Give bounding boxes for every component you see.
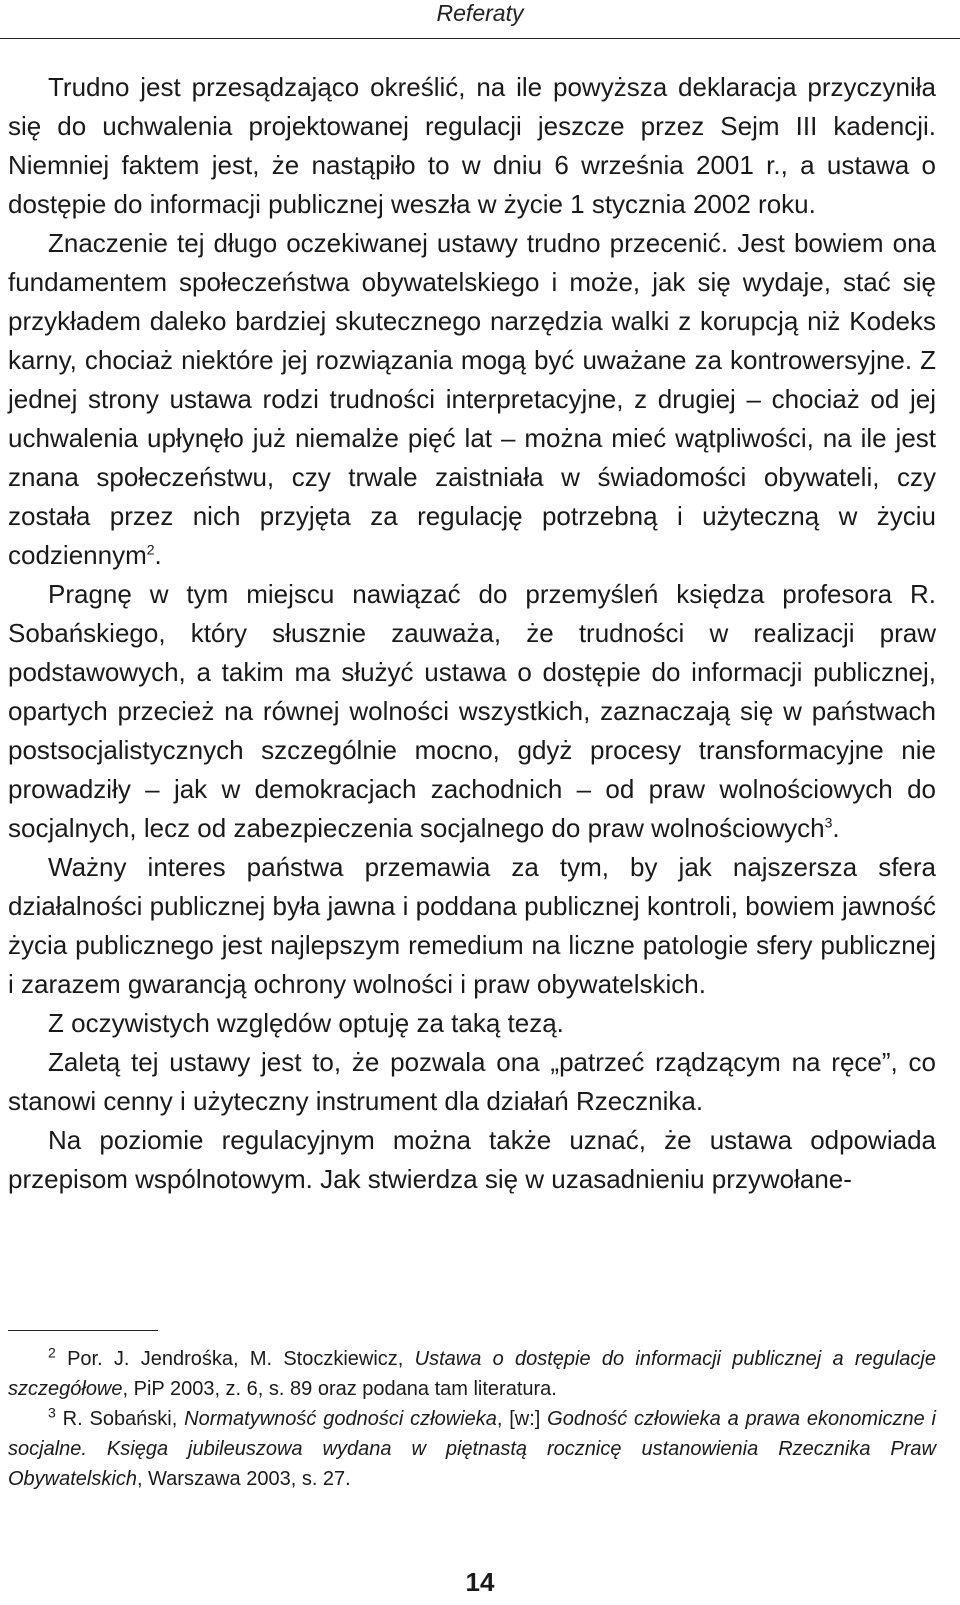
footnote-title: Ustawa o dostępie do informacji publicznej a regulacje szczegółowe: [8, 1348, 936, 1400]
footnote-divider: [8, 1330, 158, 1331]
footnote-title: Godność człowieka a prawa ekonomiczne i socjalne. Księga jubileuszowa wydana w piętnastą rocznicę ustanowienia Rzecznika Praw Obywatelskich: [8, 1408, 936, 1490]
footnote-ref-2[interactable]: 2: [146, 541, 155, 558]
paragraph-5: Z oczywistych względów optuję za taką tezą.: [48, 1008, 564, 1038]
footnote-3: [8, 1404, 936, 1494]
paragraph-3-end: .: [832, 813, 840, 843]
footnote-number: 2: [48, 1344, 56, 1361]
footnote-text: Por. J. Jendrośka, M. Stoczkiewicz,: [67, 1348, 415, 1370]
section-title: Referaty: [436, 0, 524, 26]
footnote-2: [8, 1344, 936, 1404]
footnote-ref-3[interactable]: 3: [824, 814, 833, 831]
paragraph-6: Zaletą tej ustawy jest to, że pozwala ona „patrzeć rządzącym na ręce”, co stanowi cenny i użyteczny instrument dla działań Rzecznika.: [8, 1047, 936, 1116]
paragraph-3: [8, 575, 936, 848]
body-text: [8, 68, 936, 1199]
footnote-text: , PiP 2003, z. 6, s. 89 oraz podana tam literatura.: [122, 1378, 557, 1400]
paragraph-2-text: Znaczenie tej długo oczekiwanej ustawy trudno przecenić. Jest bowiem ona fundamentem społeczeństwa obywatelskiego i może, jak się wydaje, stać się przykładem daleko bardziej skutecznego narzędzia walki z korupcją niż Kodeks karny, chociaż niektóre jej rozwiązania mogą być uważane za kontrowersyjne. Z jednej strony ustawa rodzi trudności interpretacyjne, z drugiej – chociaż od jej uchwalenia upłynęło już niemalże pięć lat – można mieć wątpliwości, na ile jest znana społeczeństwu, czy trwale zaistniała w świadomości obywateli, czy została przez nich przyjęta za regulację potrzebną i użyteczną w życiu codziennym: [8, 228, 936, 570]
paragraph-1: Trudno jest przesądzająco określić, na ile powyższa deklaracja przyczyniła się do uchwalenia projektowanej regulacji jeszcze przez Sejm III kadencji. Niemniej faktem jest, że nastąpiło to w dniu 6 września 2001 r., a ustawa o dostępie do informacji publicznej weszła w życie 1 stycznia 2002 roku.: [8, 72, 936, 219]
footnotes: [8, 1344, 936, 1494]
paragraph-2-end: .: [154, 540, 162, 570]
footnote-title: Normatywność godności człowieka: [184, 1408, 497, 1430]
paragraph-7: Na poziomie regulacyjnym można także uznać, że ustawa odpowiada przepisom wspólnotowym. Jak stwierdza się w uzasadnieniu przywołane-: [8, 1125, 936, 1194]
page-number: 14: [465, 1567, 495, 1597]
footnote-text: , [w:]: [496, 1408, 548, 1430]
paragraph-2: [8, 224, 936, 575]
paragraph-4: Ważny interes państwa przemawia za tym, by jak najszersza sfera działalności publicznej była jawna i poddana publicznej kontroli, bowiem jawność życia publicznego jest najlepszym remedium na liczne patologie sfery publicznej i zarazem gwarancją ochrony wolności i praw obywatelskich.: [8, 852, 936, 999]
running-header: [0, 0, 960, 39]
paragraph-3-text: Pragnę w tym miejscu nawiązać do przemyśleń księdza profesora R. Sobańskiego, który słusznie zauważa, że trudności w realizacji praw podstawowych, a takim ma służyć ustawa o dostępie do informacji publicznej, opartych przecież na równej wolności wszystkich, zaznaczają się w państwach postsocjalistycznych szczególnie mocno, gdyż procesy transformacyjne nie prowadziły – jak w demokracjach zachodnich – od praw wolnościowych do socjalnych, lecz od zabezpieczenia socjalnego do praw wolnościowych: [8, 579, 936, 843]
footnote-text: R. Sobański,: [62, 1408, 185, 1430]
footnote-number: 3: [48, 1404, 56, 1421]
footnote-text: , Warszawa 2003, s. 27.: [136, 1468, 351, 1490]
